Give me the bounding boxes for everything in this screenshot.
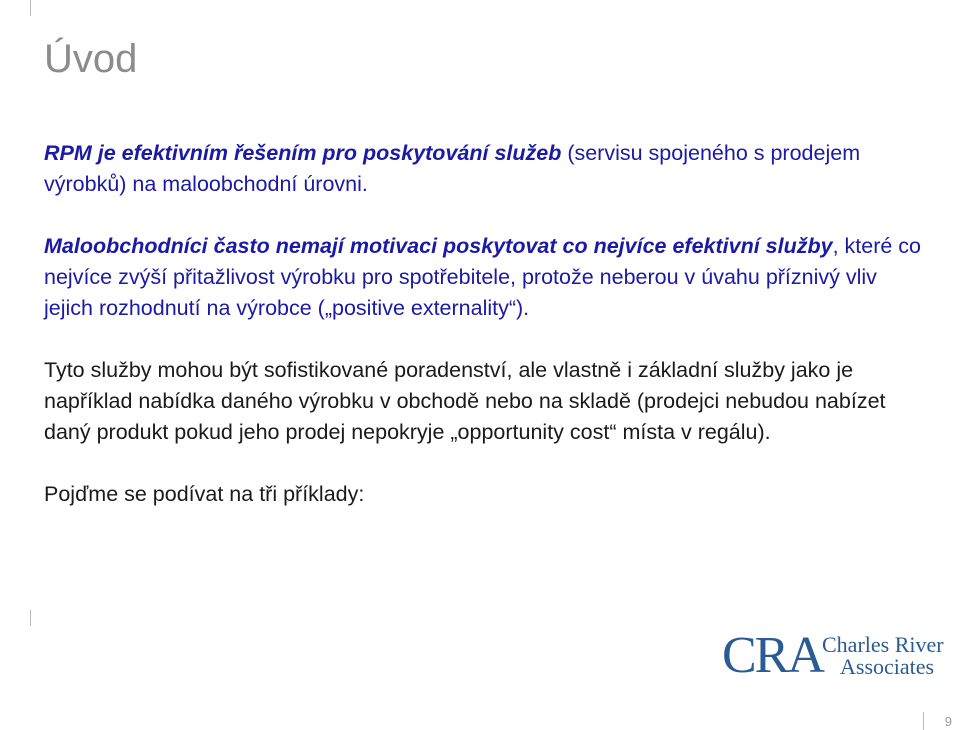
cra-logo-wordmark [822, 634, 944, 678]
paragraph-retailers [44, 231, 924, 324]
cra-logo [722, 627, 960, 684]
corner-tick-left [30, 610, 31, 626]
paragraph-retailers-rest: , které co nejvíce zvýší přitažlivost výrobku pro spotřebitele, protože neberou v úvahu příznivý vliv jejich rozhodnutí na výrobce („positive externality“). [44, 234, 921, 320]
corner-tick-bottom-right [923, 712, 924, 730]
page-number: 9 [944, 714, 952, 729]
slide-title: Úvod [44, 37, 138, 81]
cra-logo-mark: CRA [722, 627, 823, 684]
corner-tick-top-left [30, 0, 31, 16]
paragraph-services: Tyto služby mohou být sofistikované poradenství, ale vlastně i základní služby jako je například nabídka daného výrobku v obchodě nebo na skladě (prodejci nebudou nabízet daný produkt pokud jeho prodej nepokryje „opportunity cost“ místa v regálu). [44, 358, 886, 444]
paragraph-rpm-emphasis: RPM je efektivním řešením pro poskytování služeb [44, 141, 562, 165]
paragraph-retailers-emphasis: Maloobchodníci často nemají motivaci poskytovat co nejvíce efektivní služby [44, 234, 833, 258]
cra-logo-line2: Associates [840, 654, 935, 679]
paragraph-examples: Pojďme se podívat na tři příklady: [44, 482, 365, 506]
cra-logo-line1: Charles River [822, 632, 944, 657]
paragraph-rpm [44, 138, 924, 200]
paragraph-rpm-rest: (servisu spojeného s prodejem výrobků) na maloobchodní úrovni. [44, 141, 861, 196]
slide-body [44, 138, 924, 510]
